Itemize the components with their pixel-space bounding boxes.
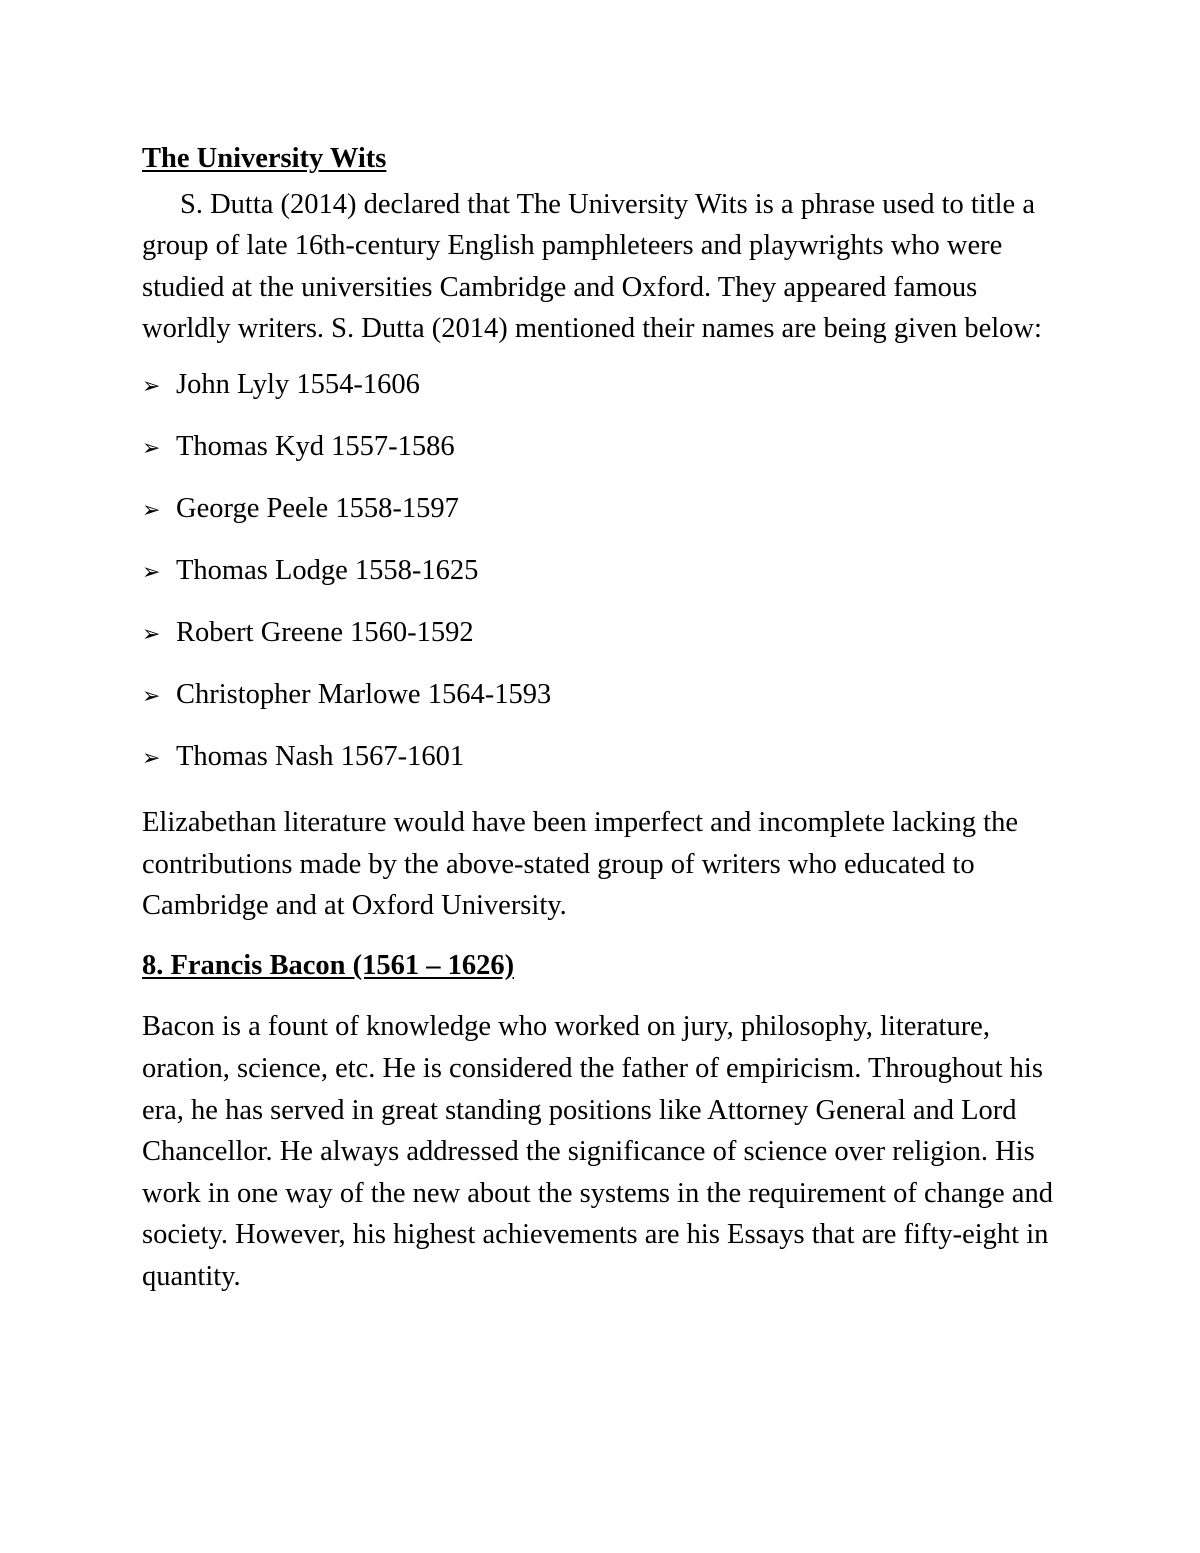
section-heading-francis-bacon: 8. Francis Bacon (1561 – 1626) — [142, 949, 515, 981]
list-item-text: Thomas Kyd 1557-1586 — [176, 430, 455, 462]
arrow-bullet-icon: ➢ — [142, 683, 161, 709]
list-item — [142, 736, 1072, 782]
list-item-text: Christopher Marlowe 1564-1593 — [176, 678, 552, 710]
arrow-bullet-icon: ➢ — [142, 745, 161, 771]
list-item — [142, 612, 1072, 674]
section-heading-university-wits: The University Wits — [142, 143, 387, 174]
arrow-bullet-icon: ➢ — [142, 621, 161, 647]
document-page — [142, 138, 1072, 1298]
list-item — [142, 488, 1072, 550]
list-item-text: Robert Greene 1560-1592 — [176, 616, 474, 648]
bacon-paragraph: Bacon is a fount of knowledge who worked on jury, philosophy, literature, oration, science, etc. He is considered the father of empiricism. Throughout his era, he has served in great standing positions like Attorney General and Lord Chancellor. He always addressed the significance of science over religion. His work in one way of the new about the systems in the requirement of change and society. However, his highest achievements are his Essays that are fifty-eight in quantity. — [142, 1011, 1053, 1292]
list-item-text: Thomas Nash 1567-1601 — [176, 740, 465, 772]
list-item-text: John Lyly 1554-1606 — [176, 368, 420, 400]
closing-paragraph: Elizabethan literature would have been imperfect and incomplete lacking the contributions made by the above-stated group of writers who educated to Cambridge and at Oxford University. — [142, 806, 1018, 922]
list-item — [142, 550, 1072, 612]
intro-paragraph: S. Dutta (2014) declared that The University Wits is a phrase used to title a group of late 16th-century English pamphleteers and playwrights who were studied at the universities Cambridge and Oxford. They appeared famous worldly writers. S. Dutta (2014) mentioned their names are being given below: — [142, 188, 1042, 345]
arrow-bullet-icon: ➢ — [142, 559, 161, 585]
list-item — [142, 426, 1072, 488]
arrow-bullet-icon: ➢ — [142, 497, 161, 523]
list-item-text: Thomas Lodge 1558-1625 — [176, 554, 479, 586]
writers-list — [142, 364, 1072, 782]
list-item — [142, 364, 1072, 426]
arrow-bullet-icon: ➢ — [142, 373, 161, 399]
list-item-text: George Peele 1558-1597 — [176, 492, 459, 524]
list-item — [142, 674, 1072, 736]
arrow-bullet-icon: ➢ — [142, 435, 161, 461]
